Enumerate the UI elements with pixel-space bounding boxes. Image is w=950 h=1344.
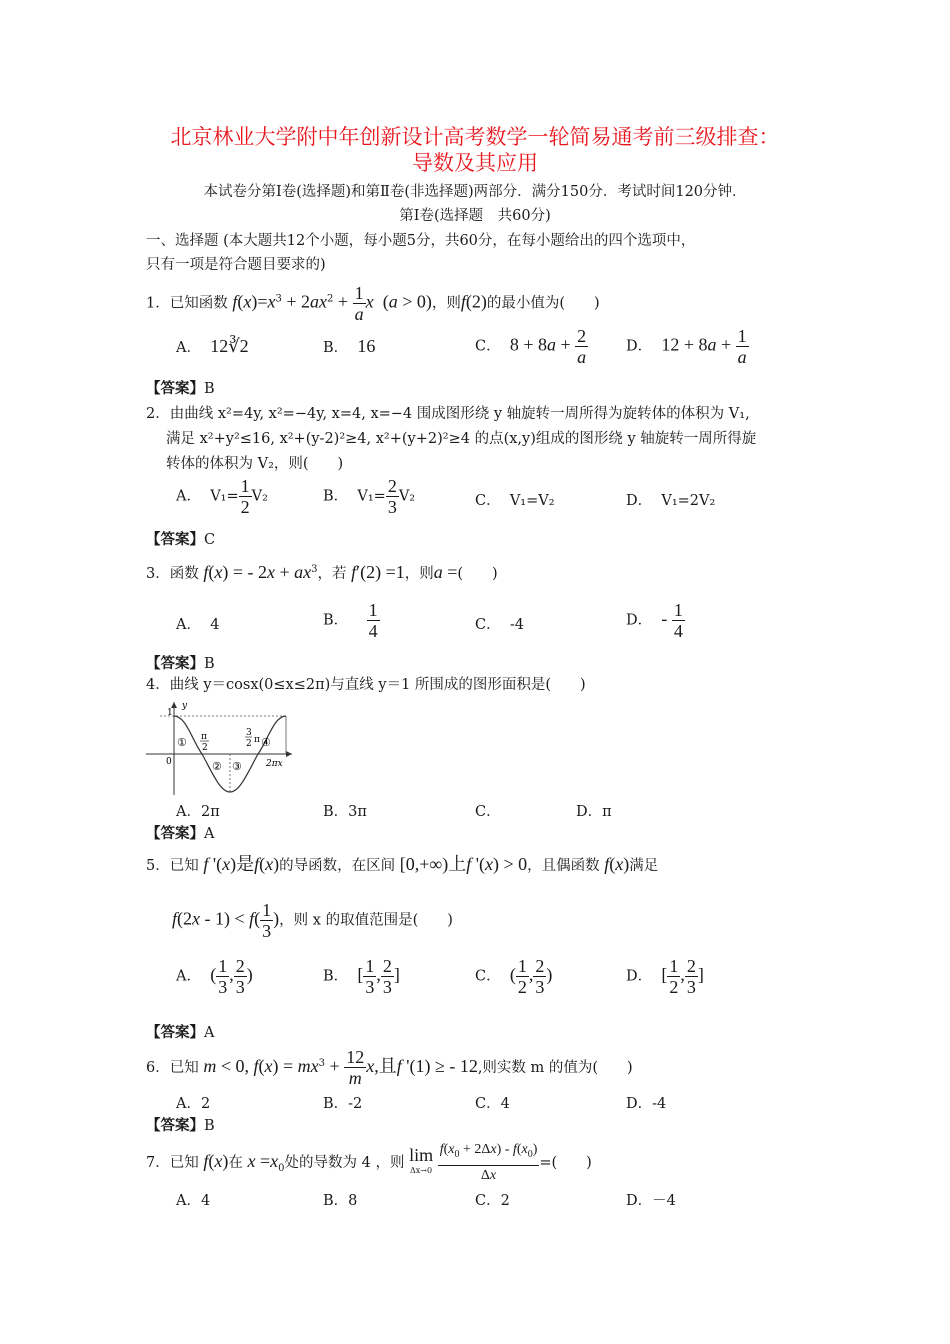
q6-option-c: C．4	[475, 1096, 510, 1112]
page-title-line1: 北京林业大学附中年创新设计高考数学一轮简易通考前三级排查：	[170, 125, 780, 149]
q2-option-c: C． V₁=V₂	[475, 493, 555, 509]
graph-label-three: 3	[246, 728, 252, 738]
q4-option-c: C．	[475, 804, 501, 820]
q5-option-c: C． ( $\frac{1}{2}$ , $\frac{2}{3}$ )	[475, 956, 553, 997]
q3-option-d: D． - $\frac{1}{4}$	[626, 600, 683, 641]
q3-option-b: B． $\frac{1}{4}$	[323, 600, 378, 641]
graph-region-1: ①	[177, 736, 187, 749]
q5-option-a: A． ( $\frac{1}{3}$ , $\frac{2}{3}$ )	[176, 956, 253, 997]
q1-option-d: D． 12 + 8a + $\frac{1}{a}$	[626, 326, 747, 367]
cosine-area-graph	[146, 700, 296, 796]
q3-option-a: A． 4	[176, 617, 220, 633]
graph-region-4: ④	[261, 736, 271, 749]
question-5-line2: f(2x - 1) < f( $\frac{1}{3}$ )，则 x 的取值范围是( )	[172, 900, 453, 941]
graph-label-one: 1	[167, 708, 173, 718]
question-6: 6．已知 m < 0, $f(x) = mx^3$ + $\frac{12}{m}$ x,且f '(1) ≥ - 12,则实数 m 的值为( )	[146, 1047, 633, 1089]
q1-function: f	[232, 291, 238, 312]
q2-option-d: D． V₁=2V₂	[626, 493, 716, 509]
q5-option-b: B． [ $\frac{1}{3}$ , $\frac{2}{3}$ ]	[323, 956, 400, 997]
question-1: 1．已知函数 $f(x)=x^3 + 2ax^2$ + $\frac{1}{a}$ x (a > 0)，则f(2)的最小值为( )	[146, 283, 600, 324]
graph-label-three-denominator: 2	[246, 739, 252, 749]
graph-label-origin: 0	[166, 757, 172, 767]
q6-answer: 【答案】B	[146, 1117, 215, 1134]
q5-answer: 【答案】A	[146, 1024, 215, 1041]
question-3: 3．函数 f(x) = - $2x + ax^3$，若 f′(2) =1，则a =( )	[146, 561, 498, 582]
q3-answer: 【答案】B	[146, 655, 215, 672]
q1-option-a: A． 12∛2	[176, 336, 249, 356]
question-2-line3: 转体的体积为 V₂，则( )	[166, 456, 344, 472]
exam-intro: 本试卷分第Ⅰ卷(选择题)和第Ⅱ卷(非选择题)两部分．满分150分．考试时间120分钟．	[203, 184, 747, 200]
graph-label-two-pi-x: 2πx	[266, 759, 283, 769]
question-5-line1: 5．已知 f '(x)是f(x)的导函数，在区间 [0,+∞)上f '(x) > 0，且偶函数 f(x)满足	[146, 854, 659, 874]
graph-region-3: ③	[232, 760, 242, 773]
q1-option-b: B． 16	[323, 336, 376, 356]
q2-option-b: B． V₁= $\frac{2}{3}$ V₂	[323, 476, 416, 517]
graph-label-pi-denominator: 2	[202, 743, 208, 753]
question-4: 4．曲线 y＝cosx(0≤x≤2π)与直线 y＝1 所围成的图形面积是( )	[146, 677, 586, 693]
q7-option-d: D．－4	[626, 1193, 676, 1209]
q1-option-c: C． 8 + 8a + $\frac{2}{a}$	[475, 326, 587, 367]
section-heading: 第Ⅰ卷(选择题 共60分)	[399, 208, 551, 224]
graph-label-pi: π	[201, 732, 207, 742]
question-7: 7．已知 f(x)在 $x =x_0$处的导数为 4 ，则 lim Δx→0 $\frac{f(x_0 + 2\Delta x) - f(x_0)}{\Delta x}$ =( )	[146, 1142, 592, 1183]
q6-option-d: D．-4	[626, 1096, 667, 1112]
q7-option-a: A．4	[176, 1193, 211, 1209]
q5-option-d: D． [ $\frac{1}{2}$ , $\frac{2}{3}$ ]	[626, 956, 704, 997]
q7-limit: lim Δx→0	[409, 1144, 434, 1175]
q7-option-b: B．8	[323, 1193, 358, 1209]
q4-option-b: B．3π	[323, 804, 367, 820]
q4-option-a: A．2π	[176, 804, 220, 820]
instruction-line1: 一、选择题 (本大题共12个小题，每小题5分，共60分，在每小题给出的四个选项中，	[146, 233, 696, 249]
q4-answer: 【答案】A	[146, 825, 215, 842]
q1-answer: 【答案】B	[146, 380, 215, 397]
page-title-line2: 导数及其应用	[412, 151, 538, 175]
q6-option-b: B．-2	[323, 1096, 363, 1112]
q3-option-c: C． -4	[475, 617, 524, 633]
q6-option-a: A．2	[176, 1096, 211, 1112]
instruction-line2: 只有一项是符合题目要求的)	[146, 257, 326, 273]
q4-option-d: D．π	[576, 804, 612, 820]
graph-label-y: y	[182, 701, 188, 711]
question-2-line2: 满足 x²+y²≤16, x²+(y-2)²≥4, x²+(y+2)²≥4 的点(x,y)组成的图形绕 y 轴旋转一周所得旋	[166, 431, 757, 447]
graph-label-three-pi: π	[254, 735, 260, 745]
graph-region-2: ②	[212, 760, 222, 773]
q2-answer: 【答案】C	[146, 531, 216, 548]
q2-option-a: A． V₁= $\frac{1}{2}$ V₂	[176, 476, 268, 517]
question-2-line1: 2．由曲线 x²=4y, x²=−4y, x=4, x=−4 围成图形绕 y 轴旋转一周所得为旋转体的体积为 V₁,	[146, 406, 750, 422]
q7-option-c: C．2	[475, 1193, 510, 1209]
